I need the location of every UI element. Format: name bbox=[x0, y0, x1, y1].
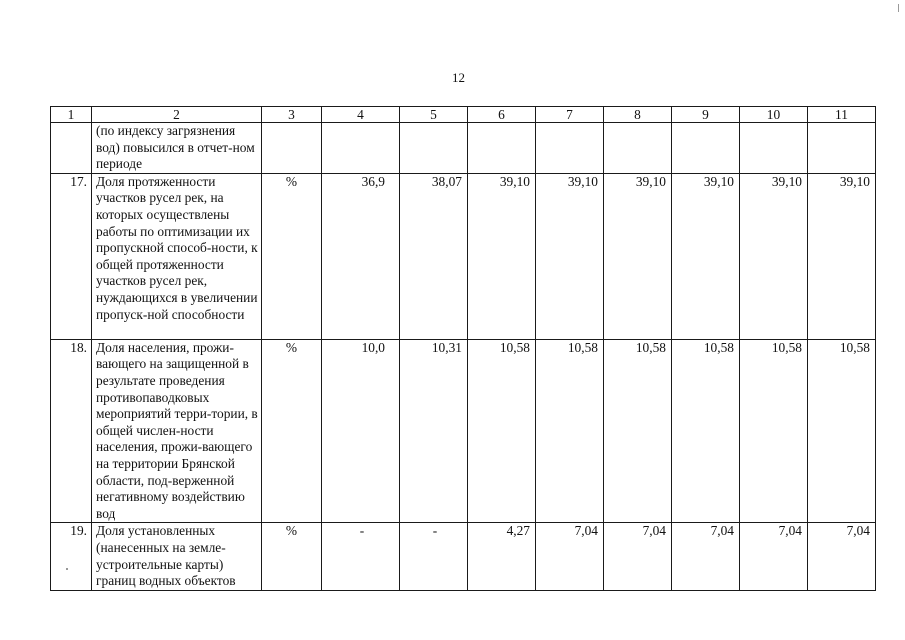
value-cell: 10,58 bbox=[808, 339, 876, 523]
value-cell: 39,10 bbox=[468, 173, 536, 339]
value-cell: 10,58 bbox=[604, 339, 672, 523]
indicator-name: Доля установленных (нанесенных на земле-устроительные карты) границ водных объектов bbox=[92, 523, 262, 590]
header-cell: 8 bbox=[604, 107, 672, 123]
value-cell: 39,10 bbox=[604, 173, 672, 339]
value-cell: 7,04 bbox=[808, 523, 876, 590]
header-cell: 9 bbox=[672, 107, 740, 123]
table-header-row bbox=[51, 107, 876, 123]
header-cell: 7 bbox=[536, 107, 604, 123]
header-cell: 6 bbox=[468, 107, 536, 123]
value-cell bbox=[604, 123, 672, 174]
indicator-table bbox=[50, 106, 876, 591]
value-cell: 4,27 bbox=[468, 523, 536, 590]
value-cell: 39,10 bbox=[808, 173, 876, 339]
header-cell: 5 bbox=[400, 107, 468, 123]
scan-corner-mark bbox=[898, 4, 899, 12]
value-cell bbox=[468, 123, 536, 174]
value-cell: 38,07 bbox=[400, 173, 468, 339]
value-cell bbox=[322, 123, 400, 174]
row-number bbox=[51, 123, 92, 174]
table-row bbox=[51, 123, 876, 174]
unit-cell bbox=[262, 123, 322, 174]
scan-speck bbox=[66, 568, 68, 570]
value-cell: 10,58 bbox=[672, 339, 740, 523]
value-cell: 7,04 bbox=[740, 523, 808, 590]
header-cell: 4 bbox=[322, 107, 400, 123]
header-cell: 10 bbox=[740, 107, 808, 123]
unit-cell: % bbox=[262, 339, 322, 523]
table-row bbox=[51, 339, 876, 523]
value-cell bbox=[400, 123, 468, 174]
value-cell: 10,58 bbox=[536, 339, 604, 523]
value-cell: 7,04 bbox=[672, 523, 740, 590]
value-cell: - bbox=[322, 523, 400, 590]
indicator-name: Доля протяженности участков русел рек, на которых осуществлены работы по оптимизации их пропускной способ-ности, к общей протяженности участков русел рек, нуждающихся в увеличении пропуск-ной способности bbox=[92, 173, 262, 339]
value-cell bbox=[740, 123, 808, 174]
page-number: 12 bbox=[452, 70, 465, 85]
indicator-name: (по индексу загрязнения вод) повысился в отчет-ном периоде bbox=[92, 123, 262, 174]
value-cell bbox=[672, 123, 740, 174]
row-number: 19. bbox=[51, 523, 92, 590]
value-cell: 39,10 bbox=[672, 173, 740, 339]
indicator-name: Доля населения, прожи-вающего на защищенной в результате проведения противопаводковых мероприятий терри-тории, в общей числен-ности населения, прожи-вающего на территории Брянской области, под-верженной негативному воздействию вод bbox=[92, 339, 262, 523]
table-row bbox=[51, 173, 876, 339]
unit-cell: % bbox=[262, 173, 322, 339]
header-cell: 11 bbox=[808, 107, 876, 123]
value-cell: 39,10 bbox=[740, 173, 808, 339]
value-cell bbox=[808, 123, 876, 174]
header-cell: 3 bbox=[262, 107, 322, 123]
value-cell: 10,58 bbox=[740, 339, 808, 523]
value-cell: 39,10 bbox=[536, 173, 604, 339]
value-cell: 7,04 bbox=[536, 523, 604, 590]
table-row bbox=[51, 523, 876, 590]
row-number: 18. bbox=[51, 339, 92, 523]
header-cell: 1 bbox=[51, 107, 92, 123]
row-number: 17. bbox=[51, 173, 92, 339]
header-cell: 2 bbox=[92, 107, 262, 123]
value-cell: - bbox=[400, 523, 468, 590]
unit-cell: % bbox=[262, 523, 322, 590]
value-cell: 10,31 bbox=[400, 339, 468, 523]
value-cell: 10,0 bbox=[322, 339, 400, 523]
value-cell: 36,9 bbox=[322, 173, 400, 339]
value-cell: 10,58 bbox=[468, 339, 536, 523]
value-cell: 7,04 bbox=[604, 523, 672, 590]
value-cell bbox=[536, 123, 604, 174]
